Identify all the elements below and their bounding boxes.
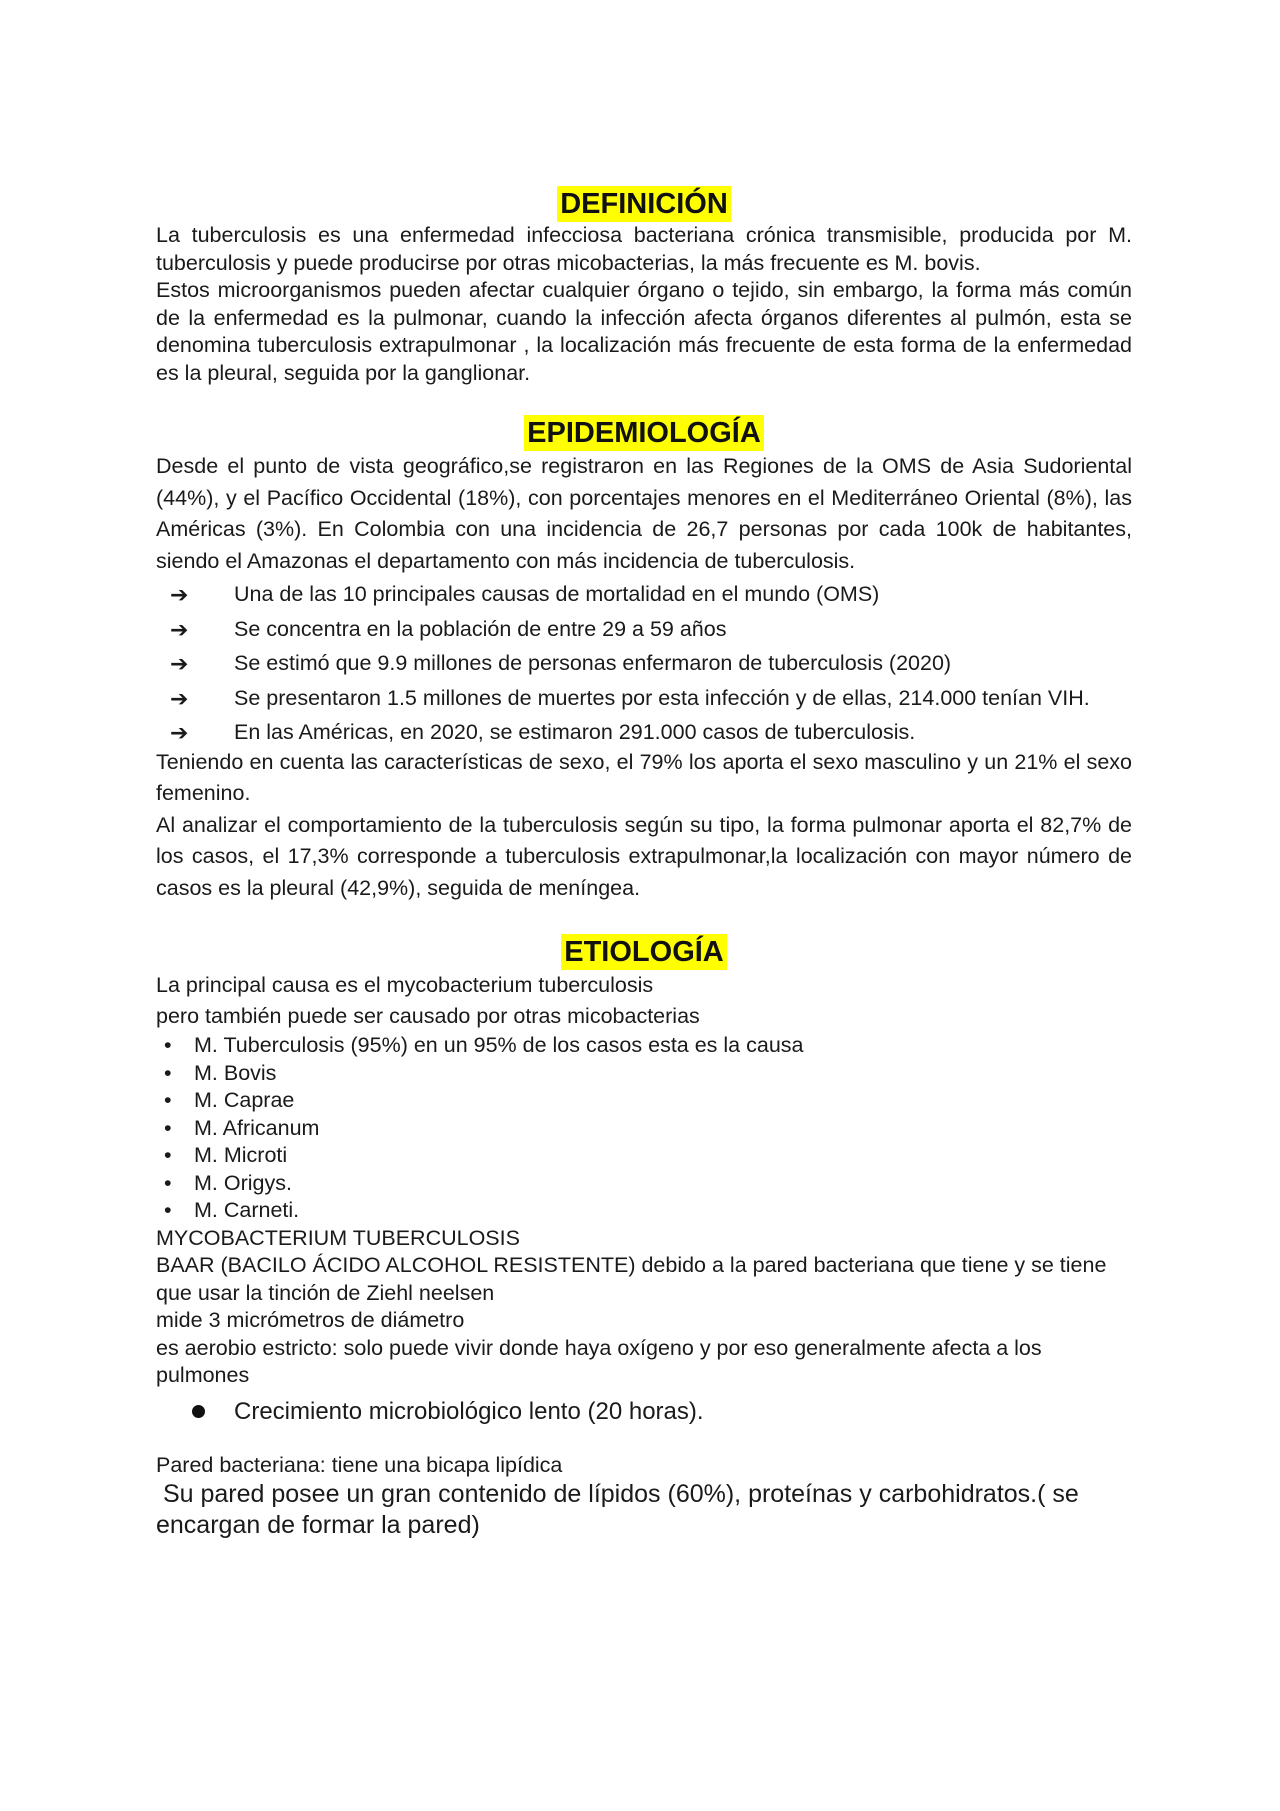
etiologia-line-1: La principal causa es el mycobacterium tuberculosis <box>156 973 654 997</box>
bullet-icon: • <box>164 1088 172 1112</box>
heading-epidemiologia: EPIDEMIOLOGÍA <box>524 415 764 451</box>
bullet-icon: • <box>164 1033 172 1057</box>
list-item: ➔ Una de las 10 principales causas de mortalidad en el mundo (OMS) <box>170 582 880 607</box>
list-item: ➔ Se concentra en la población de entre 29 a 59 años <box>170 616 727 642</box>
etiologia-line-3: MYCOBACTERIUM TUBERCULOSIS <box>156 1225 520 1250</box>
bullet-icon: • <box>164 1143 172 1167</box>
list-item: • M. Caprae <box>156 1087 1132 1115</box>
bullet-icon: • <box>164 1170 172 1195</box>
etiologia-bullet-list <box>156 1032 1132 1225</box>
list-item: ➔ Se estimó que 9.9 millones de personas enfermaron de tuberculosis (2020) <box>170 651 952 676</box>
etiologia-line-5: mide 3 micrómetros de diámetro <box>156 1308 465 1332</box>
epidemiologia-bullet-list <box>156 581 1132 747</box>
arrow-icon: ➔ <box>170 651 189 676</box>
epidemiologia-paragraph-3: Al analizar el comportamiento de la tuberculosis según su tipo, la forma pulmonar aporta el 82,7% de los casos, el 17,3% corresponde a tuberculosis extrapulmonar,la localización con mayor número de casos es la pleural (42,9%), seguida de meníngea. <box>156 812 1132 900</box>
etiologia-line-4: BAAR (BACILO ÁCIDO ALCOHOL RESISTENTE) debido a la pared bacteriana que tiene y se tiene que usar la tinción de Ziehl neelsen <box>156 1253 1107 1305</box>
epidemiologia-paragraph-2: Teniendo en cuenta las características de sexo, el 79% los aporta el sexo masculino y un 21% el sexo femenino. <box>156 749 1132 805</box>
definicion-paragraph-2: Estos microorganismos pueden afectar cualquier órgano o tejido, sin embargo, la forma más común de la enfermedad es la pulmonar, cuando la infección afecta órganos diferentes al pulmón, esta se denomina tuberculosis extrapulmonar , la localización más frecuente de esta forma de la enfermedad es la pleural, seguida por la ganglionar. <box>156 278 1132 385</box>
bullet-icon: • <box>164 1115 172 1140</box>
arrow-icon: ➔ <box>170 616 189 642</box>
arrow-icon: ➔ <box>170 582 189 607</box>
list-item: • M. Carneti. <box>156 1197 1132 1225</box>
arrow-icon: ➔ <box>170 685 189 711</box>
list-item: • M. Microti <box>156 1142 1132 1170</box>
document-page <box>156 186 1132 1541</box>
list-item: • M. Tuberculosis (95%) en un 95% de los casos esta es la causa <box>156 1032 1132 1060</box>
list-item: • M. Origys. <box>156 1170 1132 1198</box>
etiologia-line-2: pero también puede ser causado por otras micobacterias <box>156 1004 700 1028</box>
definicion-paragraph-1: La tuberculosis es una enfermedad infecciosa bacteriana crónica transmisible, producida por M. tuberculosis y puede producirse por otras micobacterias, la más frecuente es M. bovis. <box>156 223 1132 275</box>
etiologia-line-6: es aerobio estricto: solo puede vivir donde haya oxígeno y por eso generalmente afecta a los pulmones <box>156 1335 1042 1387</box>
list-item: • M. Bovis <box>156 1060 1132 1088</box>
list-item: • M. Africanum <box>156 1115 1132 1143</box>
filled-circle-icon <box>192 1405 205 1418</box>
bullet-icon: • <box>164 1060 172 1085</box>
bullet-icon: • <box>164 1198 172 1222</box>
etiologia-big-bullet: Crecimiento microbiológico lento (20 horas). <box>156 1396 1132 1428</box>
heading-definicion: DEFINICIÓN <box>557 186 731 222</box>
list-item: ➔ En las Américas, en 2020, se estimaron 291.000 casos de tuberculosis. <box>170 720 916 745</box>
list-item: ➔ Se presentaron 1.5 millones de muertes por esta infección y de ellas, 214.000 tenían VIH. <box>170 685 1090 711</box>
arrow-icon: ➔ <box>170 720 189 745</box>
epidemiologia-paragraph-1: Desde el punto de vista geográfico,se registraron en las Regiones de la OMS de Asia Sudoriental (44%), y el Pacífico Occidental (18%), con porcentajes menores en el Mediterráneo Oriental (8%), las Américas (3%). En Colombia con una incidencia de 26,7 personas por cada 100k de habitantes, siendo el Amazonas el departamento con más incidencia de tuberculosis. <box>156 454 1132 573</box>
heading-etiologia: ETIOLOGÍA <box>561 934 727 970</box>
etiologia-line-7: Pared bacteriana: tiene una bicapa lipídica <box>156 1452 563 1477</box>
etiologia-line-8: Su pared posee un gran contenido de lípidos (60%), proteínas y carbohidratos.( se encargan de formar la pared) <box>156 1480 1086 1539</box>
